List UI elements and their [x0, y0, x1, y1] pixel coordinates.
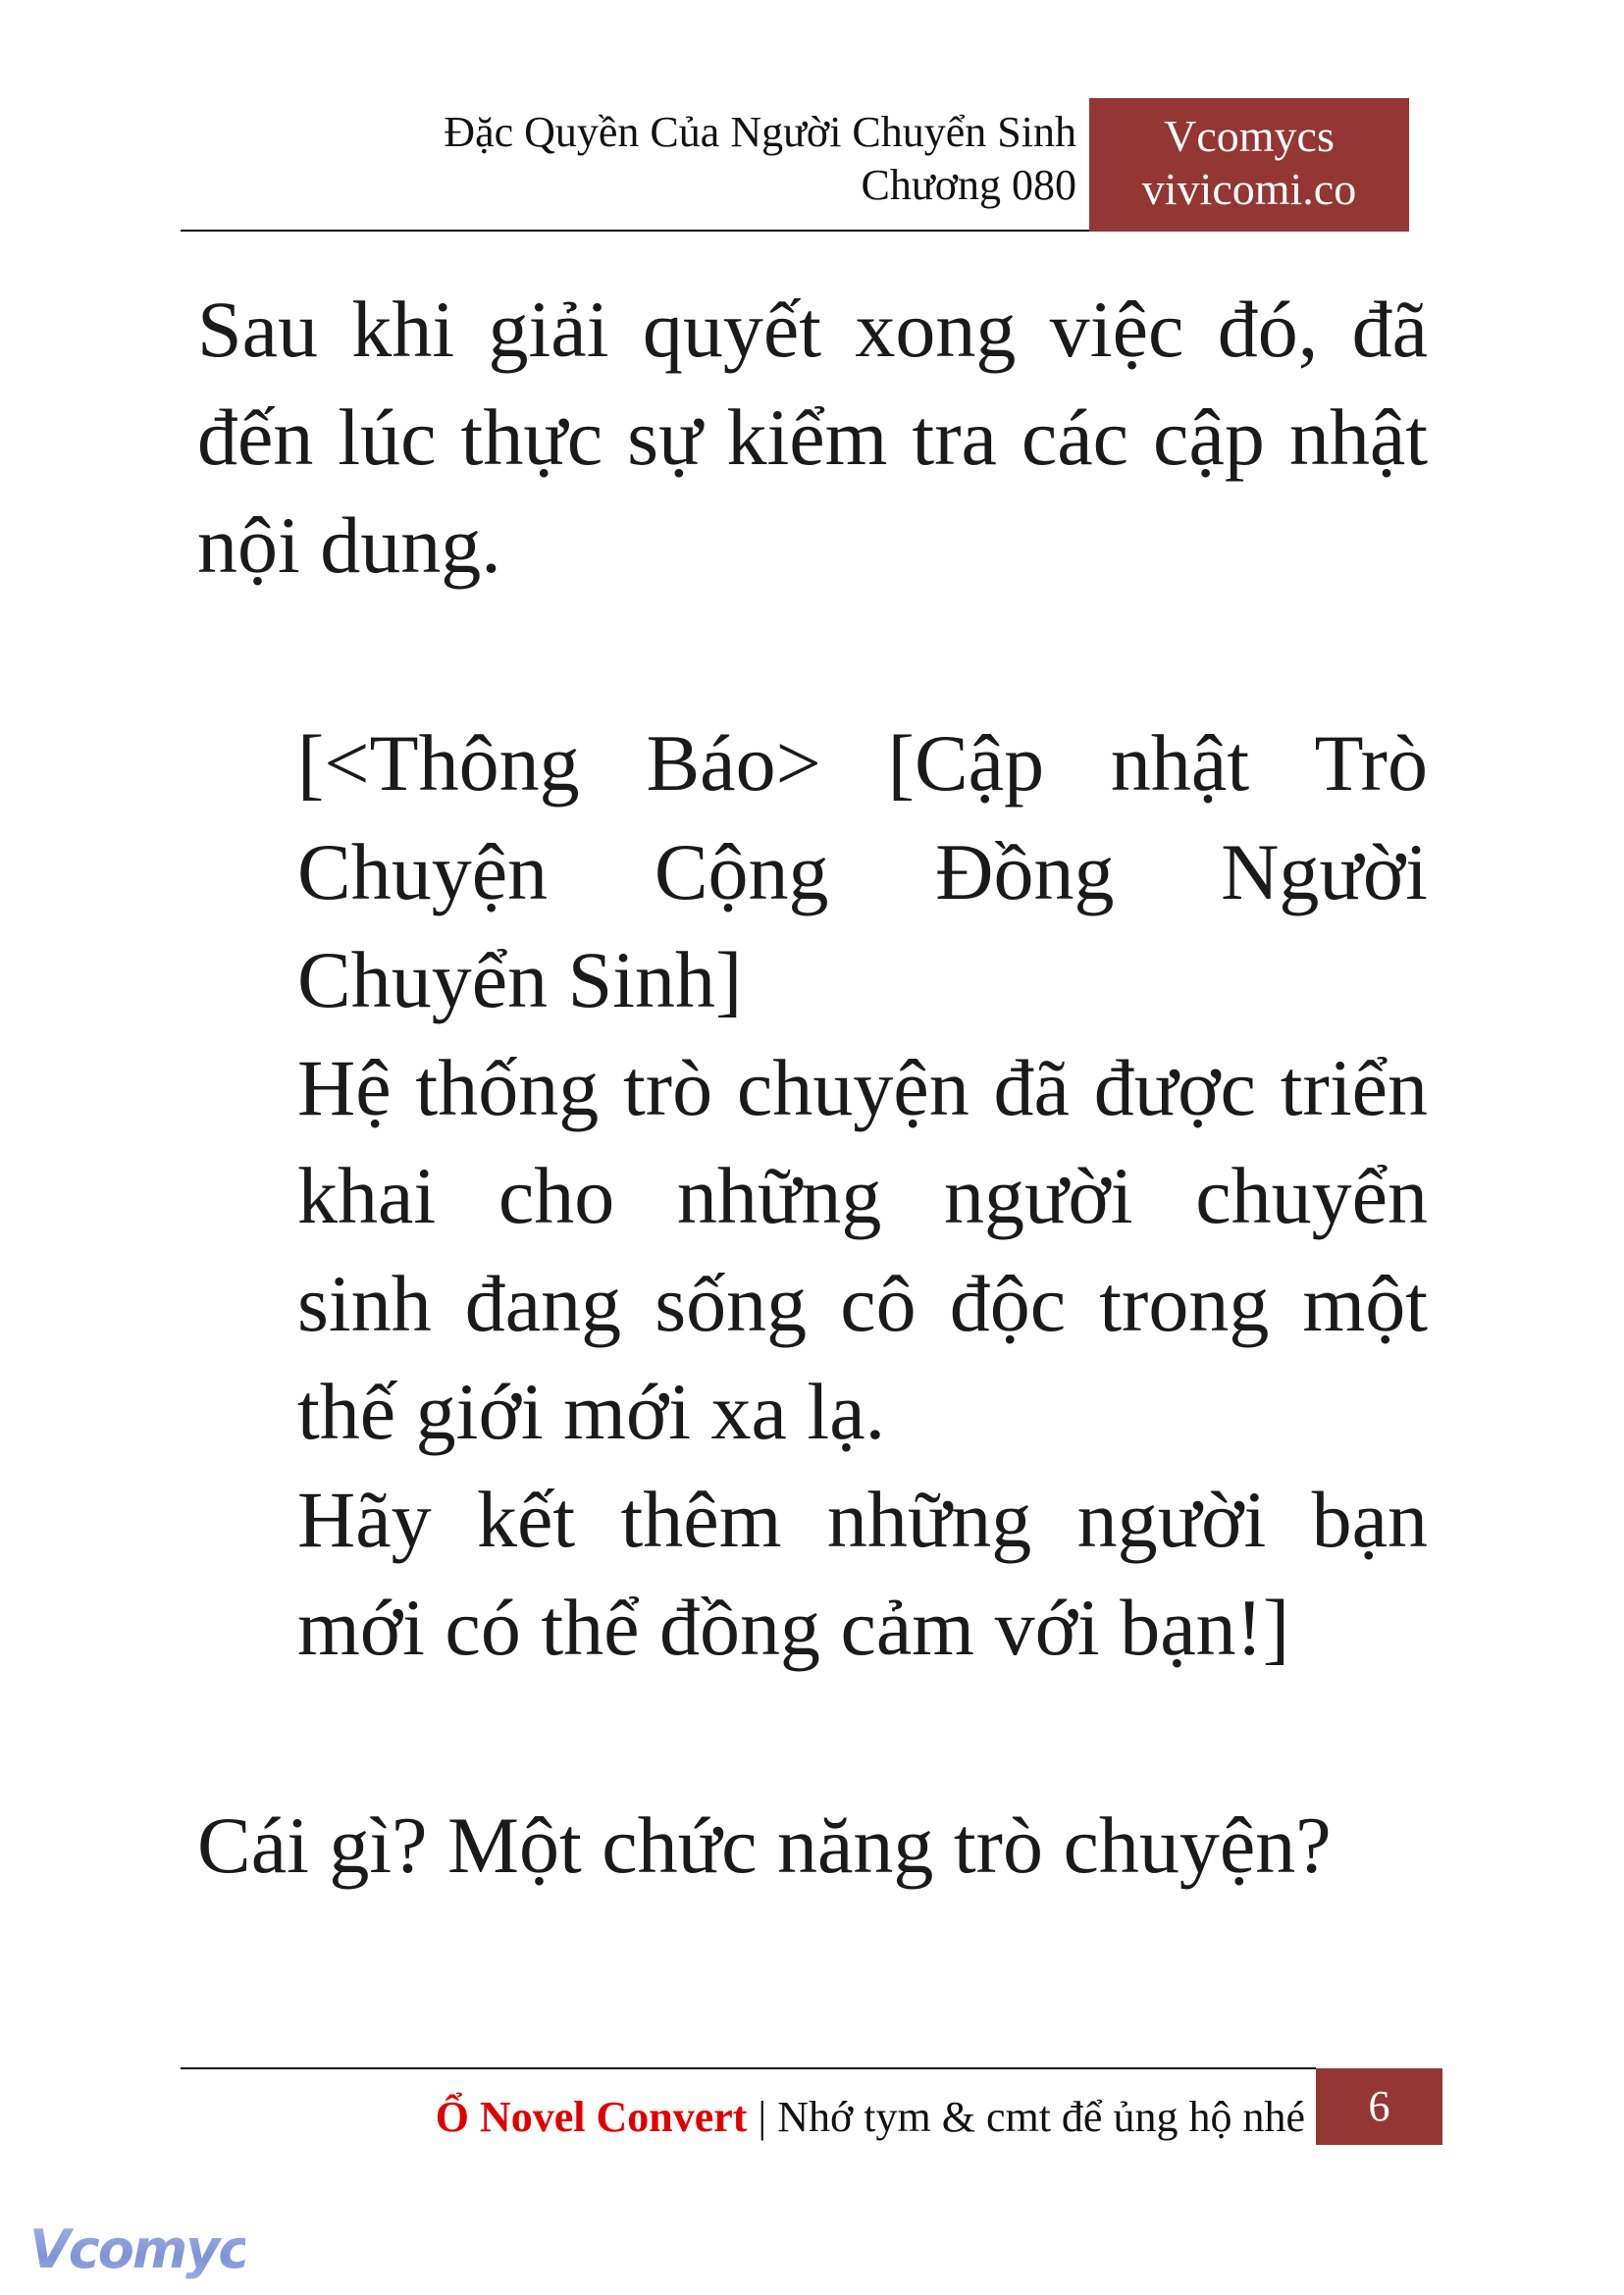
header-divider: [181, 230, 1089, 232]
site-badge-name: Vcomycs: [1164, 111, 1335, 161]
paragraph-line: nội dung.: [197, 500, 501, 590]
notice-line: Hệ thống trò chuyện đã được triển: [297, 1043, 1428, 1132]
notice-line: Hãy kết thêm những người bạn: [297, 1475, 1428, 1564]
notice-line: [<Thông Báo> [Cập nhật Trò: [297, 718, 1428, 808]
footer-brand: Ổ Novel Convert: [435, 2093, 748, 2141]
novel-title: Đặc Quyền Của Người Chuyển Sinh: [444, 108, 1076, 156]
footer-divider: [181, 2067, 1316, 2069]
notice-line: Chuyện Cộng Đồng Người: [297, 827, 1428, 916]
logo-text: Vcomycs: [29, 2216, 245, 2284]
footer-message: Nhớ tym & cmt để ủng hộ nhé: [777, 2093, 1305, 2141]
paragraph-line: Sau khi giải quyết xong việc đó, đã: [197, 285, 1428, 374]
notice-line: thế giới mới xa lạ.: [297, 1367, 886, 1456]
notice-line: Chuyển Sinh]: [297, 935, 743, 1024]
chapter-number: Chương 080: [861, 161, 1076, 209]
notice-line: khai cho những người chuyển: [297, 1151, 1428, 1240]
footer-separator: |: [747, 2093, 778, 2141]
site-badge: [1089, 98, 1409, 232]
paragraph-line: đến lúc thực sự kiểm tra các cập nhật: [197, 392, 1428, 482]
paragraph-line: Cái gì? Một chức năng trò chuyện?: [197, 1800, 1332, 1890]
site-badge-url: vivicomi.co: [1141, 164, 1357, 214]
vcomycs-logo-watermark: [29, 2216, 278, 2294]
page-number: 6: [1316, 2068, 1442, 2145]
notice-line: mới có thể đồng cảm với bạn!]: [297, 1583, 1290, 1672]
chapter-header: [294, 106, 1076, 212]
footer-credit: [196, 2090, 1305, 2145]
notice-line: sinh đang sống cô độc trong một: [297, 1259, 1428, 1348]
